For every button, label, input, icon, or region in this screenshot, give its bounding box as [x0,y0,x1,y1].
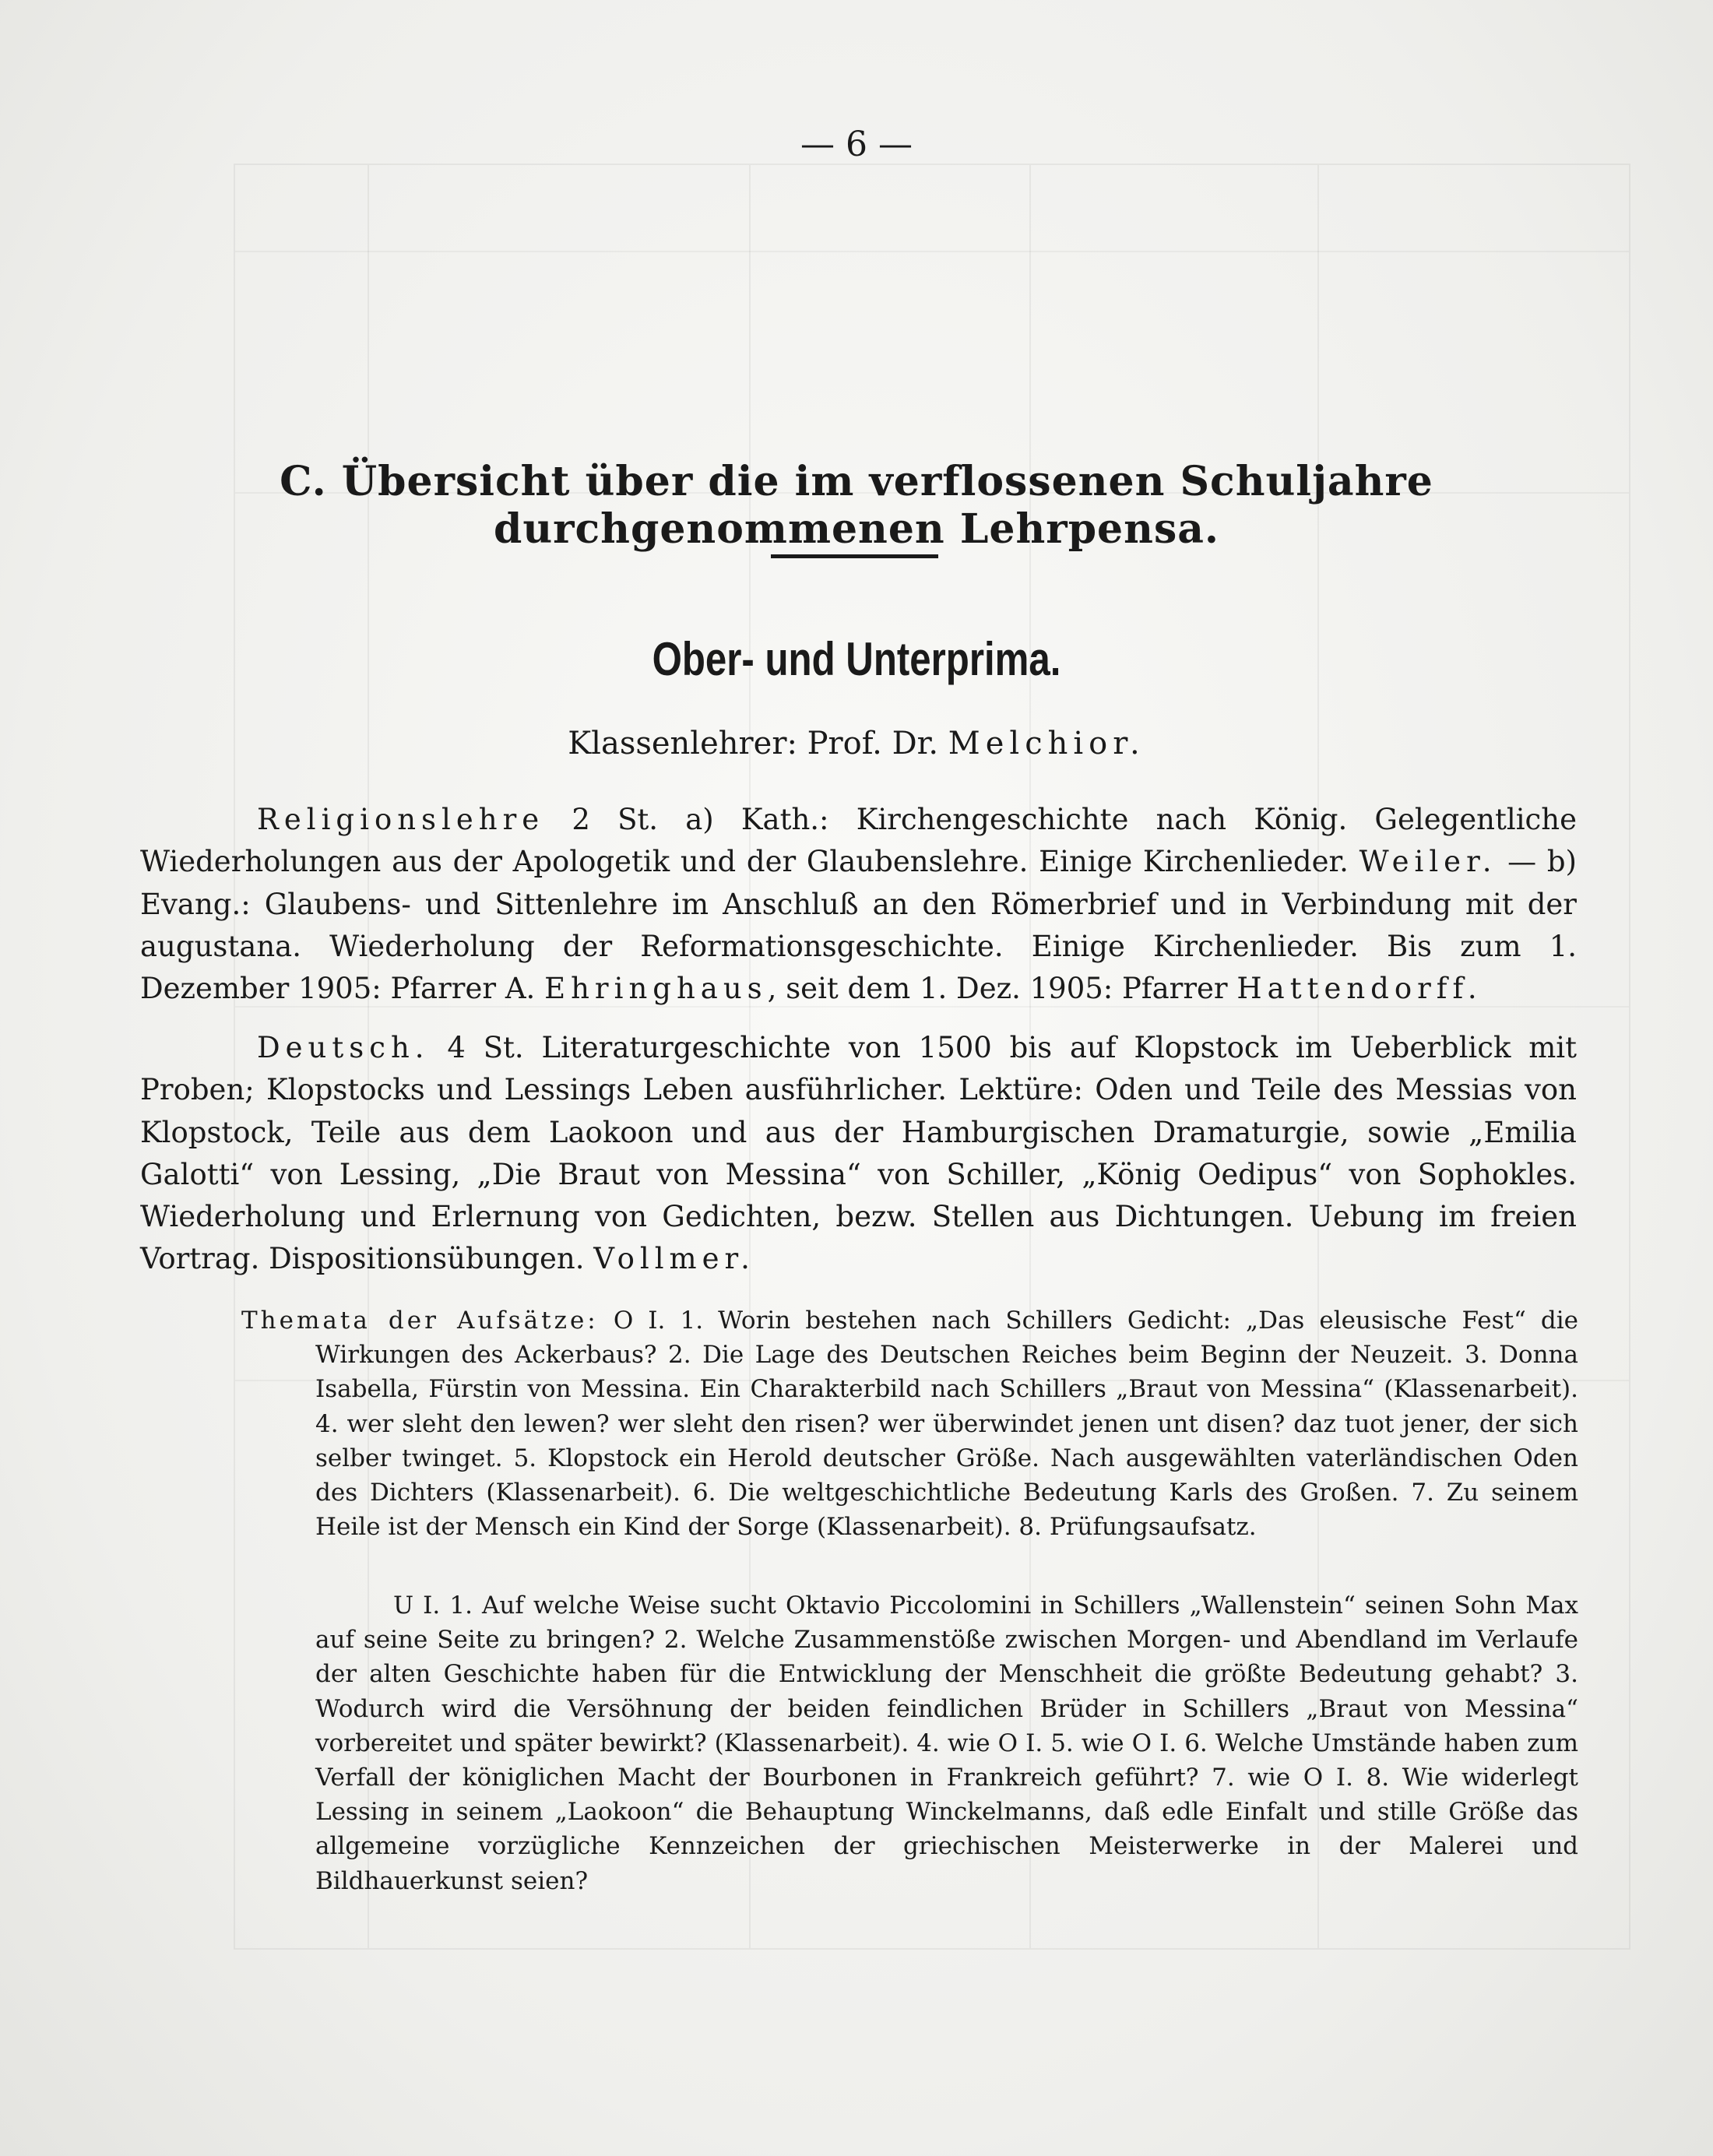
subject-text: 4 St. Literaturgeschichte von 1500 bis auf Klopstock im Ueberblick mit Proben; Klopstocks und Lessings Leben ausführlicher. Lektüre: Oden und Teile des Messias von Klopstock, Teile aus dem Laokoon und aus der Hamburgischen Dramaturgie, sowie „Emilia Galotti“ von Lessing, „Die Braut von Messina“ von Schiller, „König Oedipus“ von Sophokles. Wiederholung und Erlernung von Gedichten, bezw. Stellen aus Dichtungen. Uebung im freien Vortrag. Dispositionsübungen. [140,1031,1577,1276]
divider [771,554,938,558]
subject-german [140,1027,1577,1281]
themes-ui-text: U I. 1. Auf welche Weise sucht Oktavio Piccolomini in Schillers „Wallenstein“ seinen Sohn Max auf seine Seite zu bringen? 2. Welche Zusammenstöße zwischen Morgen- und Abendland im Verlaufe der alten Geschichte haben für die Entwicklung der Menschheit die größte Bedeutung gehabt? 3. Wodurch wird die Versöhnung der beiden feindlichen Brüder in Schillers „Braut von Messina“ vorbereitet und später bewirkt? (Klassenarbeit). 4. wie O I. 5. wie O I. 6. Welche Umstände haben zum Verfall der königlichen Macht der Bourbonen in Frankreich geführt? 7. wie O I. 8. Wie widerlegt Lessing in seinem „Laokoon“ die Behauptung Winckelmanns, daß edle Einfalt und stille Größe das allgemeine vorzügliche Kennzeichen der griechischen Meisterwerke in der Malerei und Bildhauerkunst seien? [315,1592,1578,1895]
class-teacher-name: Melchior. [948,726,1145,761]
subject-text: 2 St. a) Kath.: Kirchengeschichte nach König. Gelegentliche Wiederholungen aus der Apologetik und der Glaubenslehre. Einige Kirchenlieder. [140,803,1577,879]
essay-themes-ui [315,1588,1578,1898]
subject-teacher: Hattendorff. [1236,972,1483,1006]
subject-text: — b) Evang.: Glaubens- und Sittenlehre im Anschluß an den Römerbrief und in Verbindung mit der augustana. Wiederholung der Reformationsgeschichte. Einige Kirchenlieder. Bis zum 1. Dezember 1905: Pfarrer A. [140,845,1577,1006]
subject-teacher: Weiler. [1359,845,1497,879]
themes-oi-text: O I. 1. Worin bestehen nach Schillers Gedicht: „Das eleusische Fest“ die Wirkungen des Ackerbaus? 2. Die Lage des Deutschen Reiches beim Beginn der Neuzeit. 3. Donna Isabella, Fürstin von Messina. Ein Charakterbild nach Schillers „Braut von Messina“ (Klassenarbeit). 4. wer sleht den lewen? wer sleht den risen? wer überwindet jenen unt disen? daz tuot jener, der sich selber twinget. 5. Klopstock ein Herold deutscher Größe. Nach ausgewählten vaterländischen Oden des Dichters (Klassenarbeit). 6. Die weltgeschichtliche Bedeutung Karls des Großen. 7. Zu seinem Heile ist der Mensch ein Kind der Sorge (Klassenarbeit). 8. Prüfungsaufsatz. [315,1307,1578,1542]
section-title: C. Übersicht über die im verflossenen Schuljahre durchgenommenen Lehrpensa. [280,458,1433,553]
class-teacher [0,726,1713,761]
class-teacher-label: Klassenlehrer: Prof. Dr. [568,726,939,761]
subject-text: , seit dem 1. Dez. 1905: Pfarrer [767,972,1237,1006]
subject-name: Deutsch. [257,1031,430,1064]
page-number: — 6 — [800,125,913,164]
subject-teacher: Vollmer. [593,1242,755,1276]
subject-religion [140,799,1577,1010]
essay-themes-oi [241,1303,1578,1544]
subject-name: Religionslehre [257,803,545,836]
themes-label: Themata der Aufsätze: [241,1307,599,1335]
class-title: Ober- und Unterprima. [652,633,1061,685]
subject-teacher: Ehringhaus [544,972,768,1006]
